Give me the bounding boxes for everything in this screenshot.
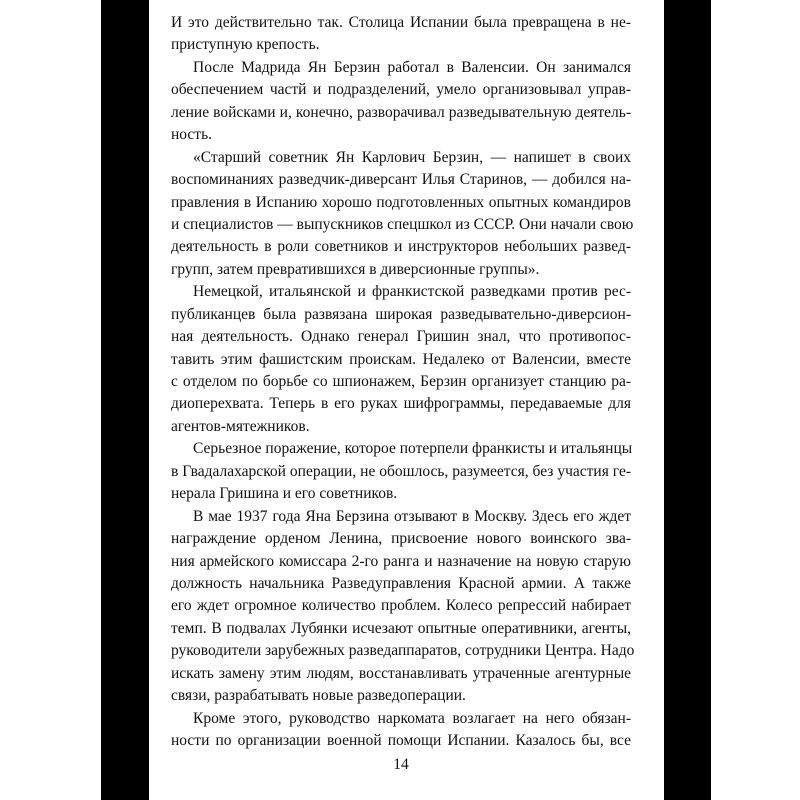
- text-line: Кроме этого, руководство наркомата возлагает на него обязан-: [193, 709, 631, 727]
- scan-border-left: [101, 0, 149, 800]
- text-line: с отделом по борьбе со шпионажем, Берзин организует станцию ра-: [171, 373, 631, 390]
- text-line: темп. В подвалах Лубянки исчезают опытные оперативники, агенты,: [171, 619, 631, 637]
- text-line: групп, затем превратившихся в диверсионные группы».: [171, 260, 540, 278]
- text-line: После Мадрида Ян Берзин работал в Валенсии. Он занимался: [193, 58, 631, 76]
- text-line: руководители зарубежных разведаппаратов, сотрудники Центра. Надо: [171, 642, 635, 660]
- text-line: агентов-мятежников.: [171, 417, 310, 435]
- text-line: тавить этим фашистским проискам. Недалеко от Валенсии, вместе: [171, 350, 631, 368]
- text-line: воспоминаниях разведчик-диверсант Илья Старинов, — добился на-: [171, 171, 631, 189]
- page-number: 14: [393, 756, 409, 773]
- text-line: В мае 1937 года Яна Берзина отзывают в Москву. Здесь его ждет: [193, 507, 631, 525]
- text-line: ление войсками и, конечно, разворачивал разведывательную деятель-: [171, 103, 631, 121]
- text-line: деятельность в роли советников и инструкторов небольших развед-: [171, 238, 631, 256]
- page-body-text: [171, 12, 635, 752]
- text-line: И это действительно так. Столица Испании была превращена в не-: [171, 14, 631, 31]
- text-line: правления в Испанию хорошо подготовленных опытных командиров: [171, 193, 631, 211]
- scan-border-right: [664, 0, 711, 800]
- text-line: приступную крепость.: [171, 36, 320, 54]
- text-line: публиканцев была развязана широкая разведывательно-диверсион-: [171, 305, 631, 323]
- text-line: Серьезное поражение, которое потерпели франкисты и итальянцы: [193, 440, 633, 458]
- text-line: должность начальника Разведуправления Красной армии. А также: [171, 574, 631, 592]
- text-line: «Старший советник Ян Карлович Берзин, — напишет в своих: [193, 148, 631, 166]
- text-line: ния армейского комиссара 2-го ранга и назначение на новую старую: [171, 552, 631, 570]
- text-line: нерала Гришина и его советников.: [171, 485, 398, 503]
- text-line: награждение орденом Ленина, присвоение нового воинского зва-: [171, 530, 631, 548]
- text-line: ности по организации военной помощи Испании. Казалось бы, все: [171, 732, 631, 749]
- text-line: обеспечением частй и подразделений, умело организовывал управ-: [171, 81, 631, 99]
- text-line: искать замену этим людям, восстанавливать утраченные агентурные: [171, 664, 631, 682]
- text-line: ная деятельность. Однако генерал Гришин знал, что противопос-: [171, 328, 631, 346]
- text-line: ность.: [171, 126, 213, 144]
- text-line: и специалистов — выпускников спецшкол из СССР. Они начали свою: [171, 215, 634, 233]
- text-line: его ждет огромное количество проблем. Колесо репрессий набирает: [171, 597, 631, 615]
- text-line: диоперехвата. Теперь в его руках шифрограммы, передаваемые для: [171, 395, 631, 413]
- text-line: в Гвадалахарской операции, не обошлось, разумеется, без участия ге-: [171, 462, 631, 480]
- text-line: связи, разрабатывать новые разведоперации.: [171, 687, 466, 705]
- text-line: Немецкой, итальянской и франкистской разведками против рес-: [193, 283, 631, 301]
